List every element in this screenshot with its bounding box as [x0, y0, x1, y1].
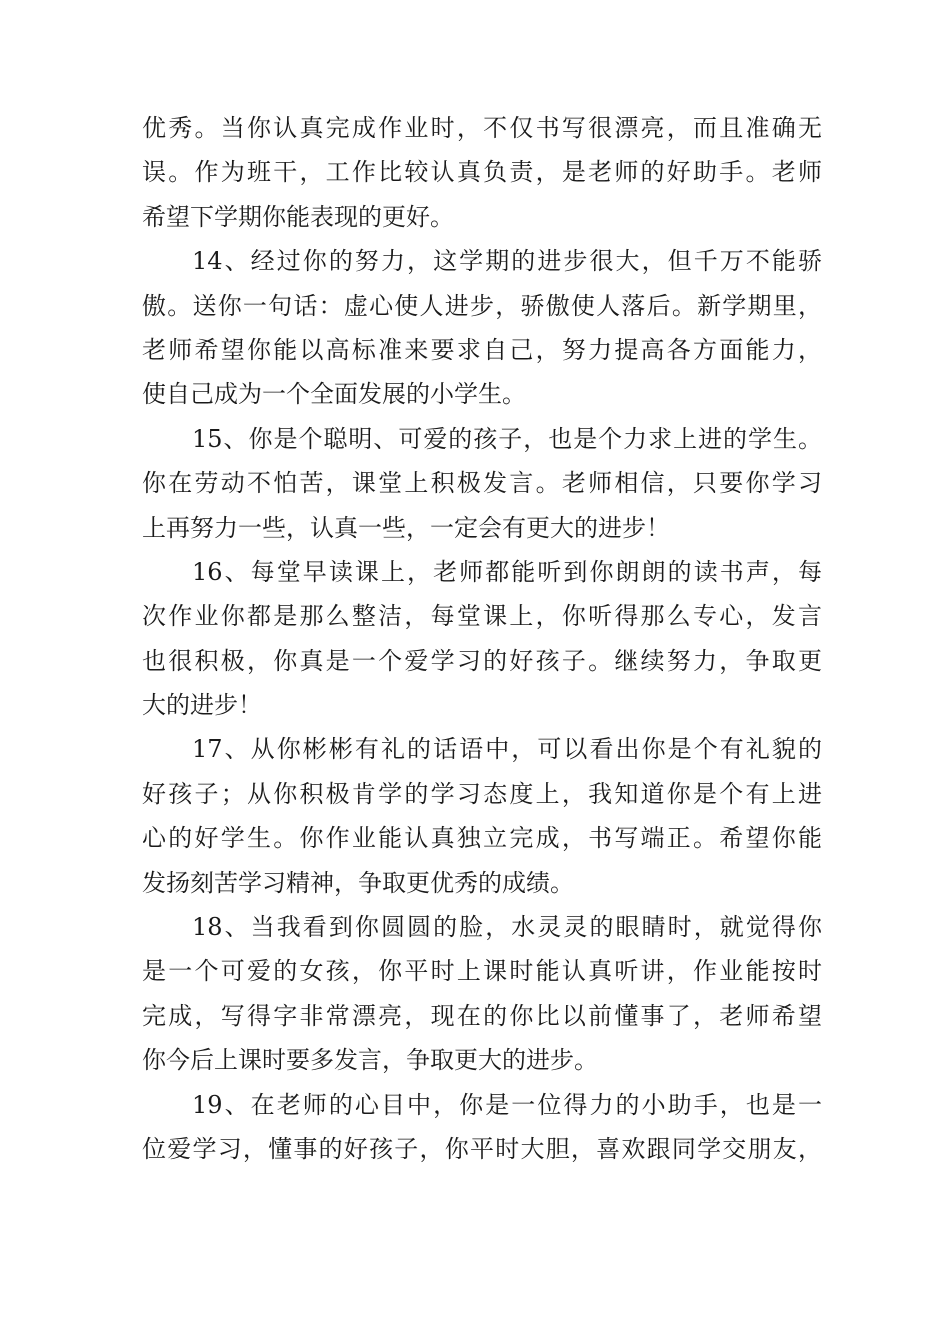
text-line: 老师希望你能以高标准来要求自己，努力提高各方面能力， — [142, 335, 822, 364]
text-line: 误。作为班干，工作比较认真负责，是老师的好助手。老师 — [142, 158, 822, 187]
text-line: 位爱学习，懂事的好孩子，你平时大胆，喜欢跟同学交朋友， — [142, 1134, 822, 1163]
text-line: 16、每堂早读课上，老师都能听到你朗朗的读书声，每 — [192, 557, 822, 586]
text-line: 19、在老师的心目中，你是一位得力的小助手，也是一 — [192, 1090, 822, 1119]
text-line: 次作业你都是那么整洁，每堂课上，你听得那么专心，发言 — [142, 602, 822, 631]
text-line: 你今后上课时要多发言，争取更大的进步。 — [142, 1046, 598, 1075]
text-line: 优秀。当你认真完成作业时，不仅书写很漂亮，而且准确无 — [142, 114, 822, 142]
text-line: 心的好学生。你作业能认真独立完成，书写端正。希望你能 — [142, 824, 822, 853]
text-line: 14、经过你的努力，这学期的进步很大，但千万不能骄 — [192, 247, 822, 276]
text-line: 是一个可爱的女孩，你平时上课时能认真听讲，作业能按时 — [142, 957, 822, 986]
text-line: 18、当我看到你圆圆的脸，水灵灵的眼睛时，就觉得你 — [192, 913, 822, 942]
text-line: 也很积极，你真是一个爱学习的好孩子。继续努力，争取更 — [142, 646, 822, 675]
text-line: 好孩子；从你积极肯学的学习态度上，我知道你是个有上进 — [142, 779, 822, 808]
text-line: 傲。送你一句话：虚心使人进步，骄傲使人落后。新学期里， — [142, 291, 822, 320]
text-line: 15、你是个聪明、可爱的孩子，也是个力求上进的学生。 — [192, 424, 822, 453]
text-line: 使自己成为一个全面发展的小学生。 — [142, 380, 526, 409]
text-line: 希望下学期你能表现的更好。 — [142, 202, 454, 231]
document-body — [142, 106, 822, 1171]
text-line: 17、从你彬彬有礼的话语中，可以看出你是个有礼貌的 — [192, 735, 822, 764]
text-line: 上再努力一些，认真一些，一定会有更大的进步！ — [142, 513, 670, 542]
text-line: 大的进步！ — [142, 691, 262, 720]
text-line: 发扬刻苦学习精神，争取更优秀的成绩。 — [142, 868, 574, 897]
text-line: 完成，写得字非常漂亮，现在的你比以前懂事了，老师希望 — [142, 1001, 822, 1030]
text-line: 你在劳动不怕苦，课堂上积极发言。老师相信，只要你学习 — [142, 469, 822, 498]
